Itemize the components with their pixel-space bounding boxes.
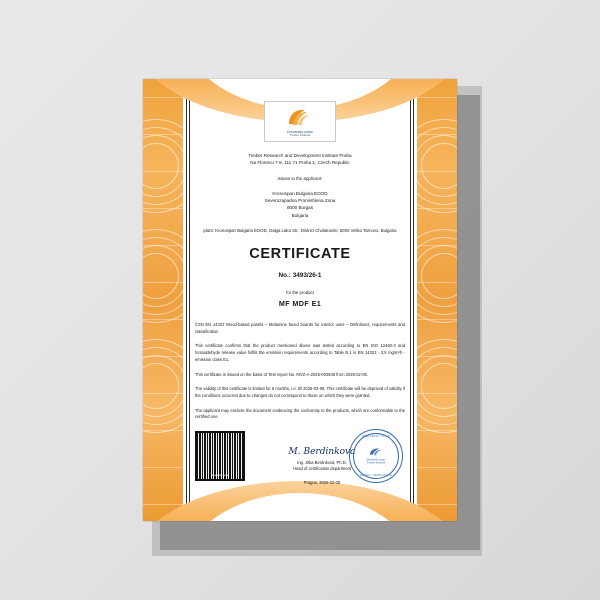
applicant-company: Kronospan Bulgaria EOOD xyxy=(272,190,328,196)
applicant-street: Severozapadna Promishlena Zona xyxy=(264,197,336,203)
emission-confirmation-paragraph: This certificate confirms that the product mentioned above was tested according to EN ISO 12460-3 and formaldehyde release value fulfils the emission requirements according to Table B.1 in EN 14322 - 3,5 mg/m²h - emission class E1. xyxy=(195,343,405,362)
signer-role: Head of certification department xyxy=(292,466,352,472)
product-name: MF MDF E1 xyxy=(278,298,322,308)
certificate-number: No.: 3493/26-1 xyxy=(278,271,322,279)
stamp-bottom-arc-text: PRAHA • CERTIFIKACE xyxy=(359,474,393,477)
issuer-block xyxy=(195,152,405,166)
applicant-block xyxy=(195,190,405,219)
right-ornament-band xyxy=(417,79,457,521)
standard-reference-paragraph: ČSN EN 14322 Wood-based panels – Melamine faced boards for interior uses – Definitions, requirements and classification xyxy=(195,321,405,334)
timber-institute-icon xyxy=(285,106,315,128)
for-the-product-label: for the product xyxy=(286,289,314,295)
right-border-rule-outer xyxy=(413,79,414,521)
official-stamp xyxy=(349,429,403,483)
stamp-center-line1: Dřevařský ústav xyxy=(366,458,386,462)
left-ornament-band xyxy=(143,79,183,521)
qr-code xyxy=(195,431,245,481)
stamp-center xyxy=(356,447,396,466)
applicant-city: 8000 Burgas xyxy=(286,205,314,211)
plant-address-line: plant: Kronospan Bulgaria EOOD, Dalga Laka Str., District Cholakovtsi, 5000 Veliko Tarnovo, Bulgaria xyxy=(203,227,397,233)
logo-text-secondary: Timber Institute xyxy=(289,133,311,138)
left-border-rule-outer xyxy=(186,79,187,521)
conformity-paragraph: The applicant may enclose the document evidencing the conformity to the products, which are conformable to the certified one. xyxy=(195,407,405,420)
test-report-paragraph: This certificate is issued on the basis of Test report No. MVZ-A-2026-003948 from 2026-02-05. xyxy=(195,371,368,377)
certificate-content xyxy=(195,101,405,507)
institute-logo xyxy=(264,101,336,142)
page-title: CERTIFICATE xyxy=(249,245,351,262)
certificate-document xyxy=(143,79,457,521)
signer-name: Ing. Jitka Beránková, Ph.D. xyxy=(297,459,347,465)
handwritten-signature: M. Berdinkova xyxy=(288,446,356,457)
validity-paragraph: The validity of this certificate is limited for 6 months, i.e. till 2026-03-08. This certificate will be deprived of validity if the conditions occurred due to changes do not correspond to those on which they were granted. xyxy=(195,386,405,398)
qr-code-pattern xyxy=(197,433,243,479)
issues-to-label: issues to the applicant: xyxy=(277,175,323,181)
left-border-rule-inner xyxy=(189,79,190,521)
qr-code-caption: Drevarsky ustav xyxy=(210,474,230,477)
stamp-center-line2: Timber Institute xyxy=(366,462,386,465)
stamp-top-arc-text: DŘEVAŘSKÝ ÚSTAV xyxy=(362,435,390,438)
certificate-footer xyxy=(195,429,405,501)
logo-text-primary: Drevarsky ustav xyxy=(287,130,313,134)
right-border-rule-inner xyxy=(410,79,411,521)
issuer-address: Na Florenci 7-9, 111 71 Praha 1, Czech Republic xyxy=(250,160,350,166)
applicant-country: Bulgaria xyxy=(291,212,309,218)
issuer-name: Timber Research and Development Institute Praha xyxy=(248,153,352,159)
place-and-date: Prague, 2026-02-08 xyxy=(303,480,341,485)
bird-icon xyxy=(356,447,396,458)
